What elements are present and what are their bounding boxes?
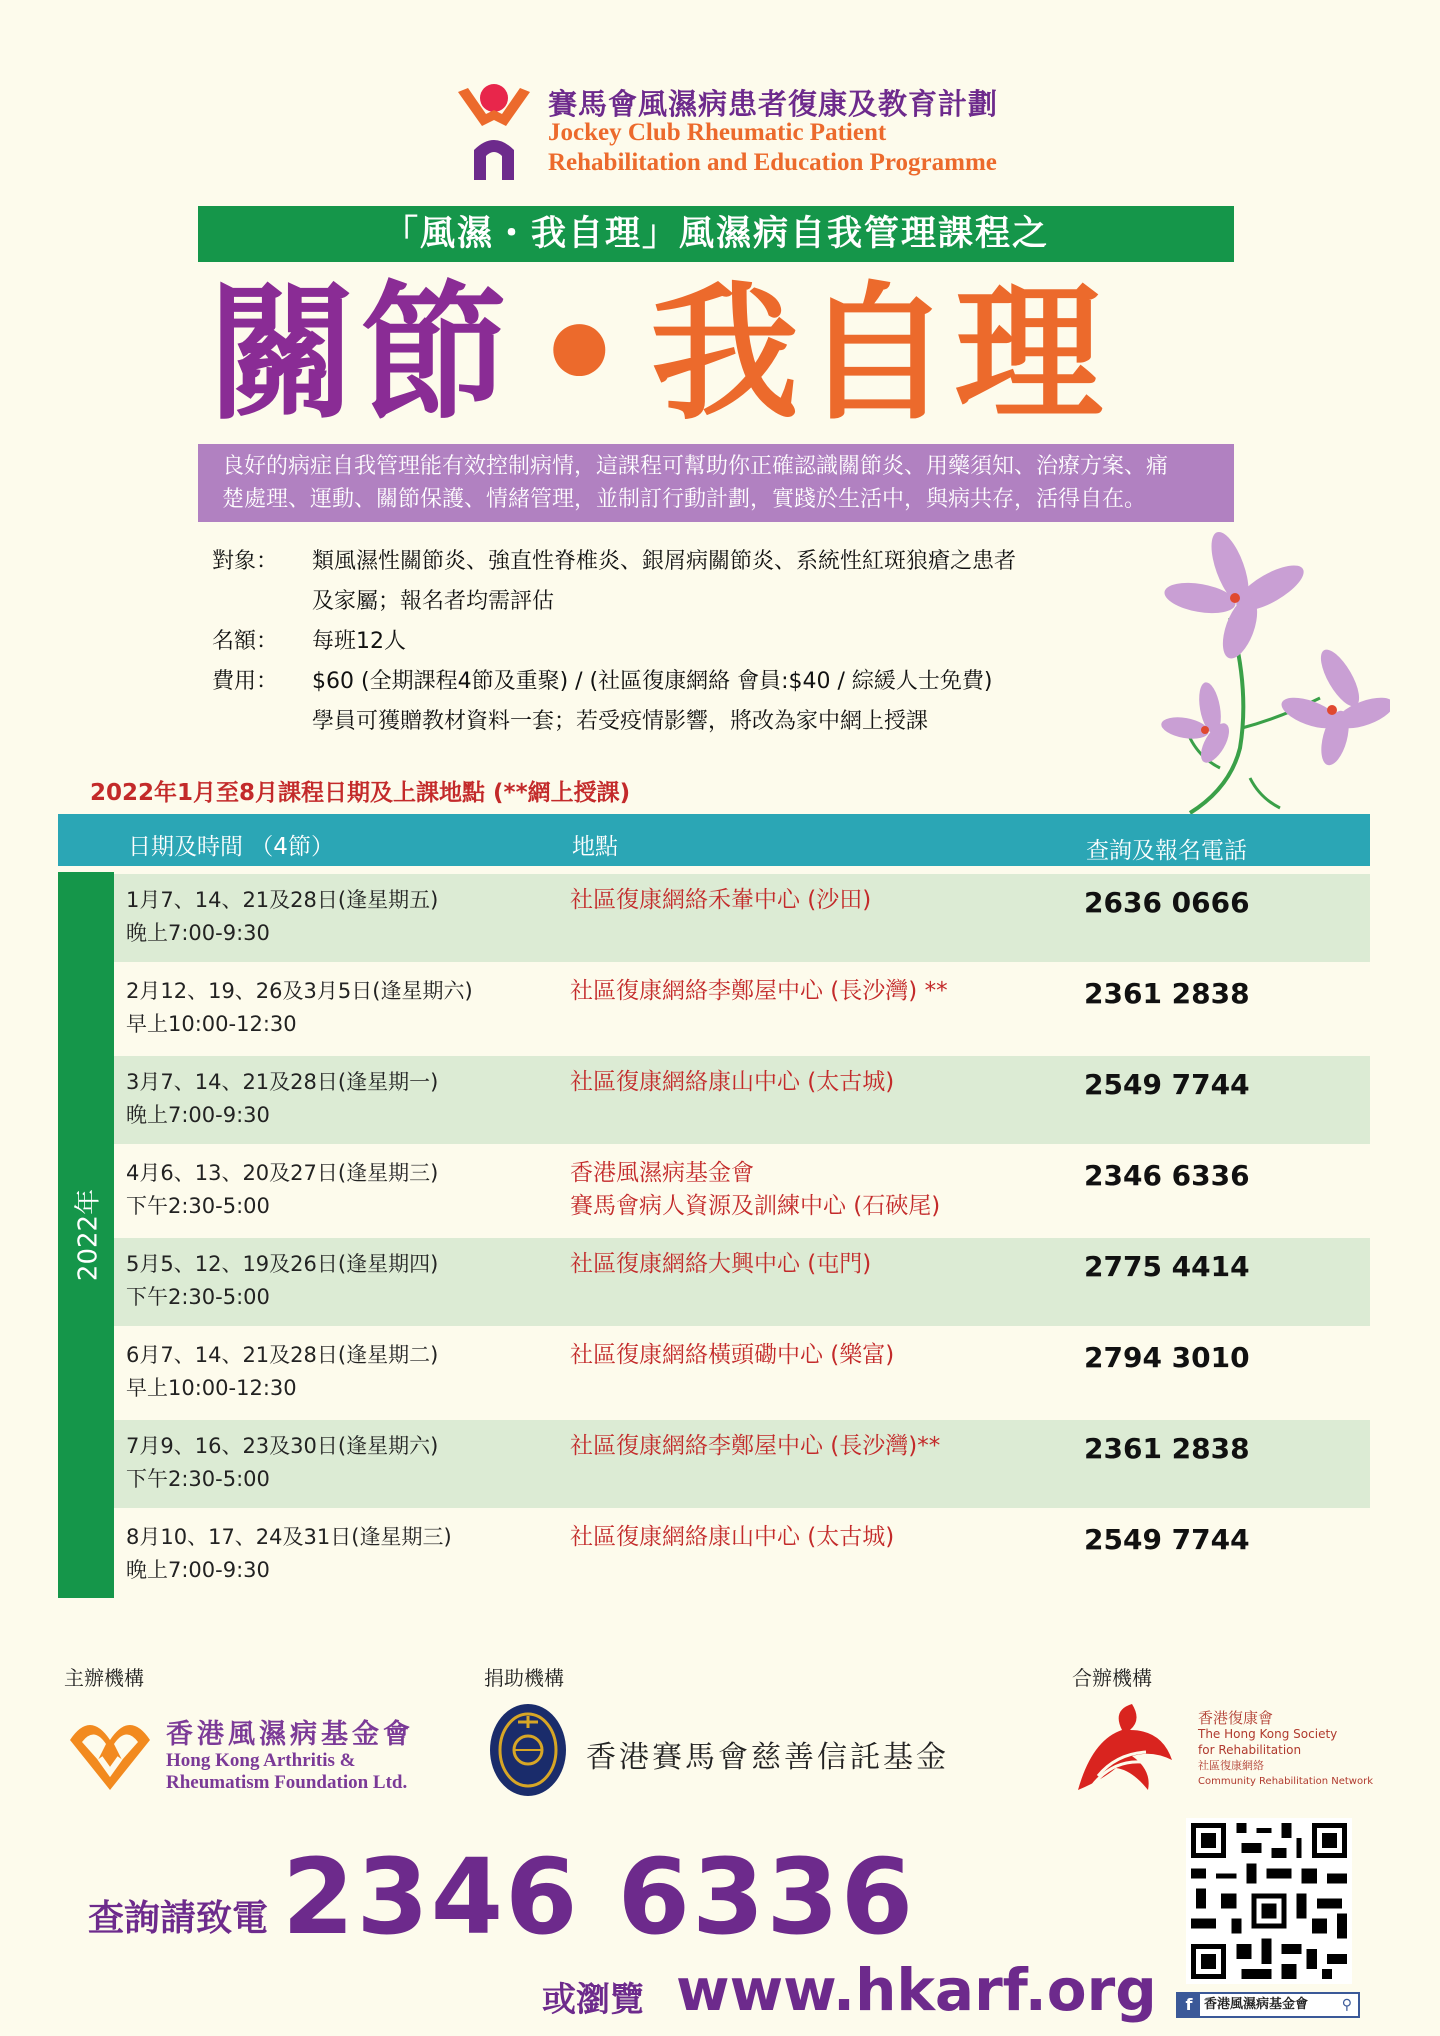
table-row: 3月7、14、21及28日(逢星期一) 晚上7:00-9:30 社區復康網絡康山中心 (太古城) 2549 7744 <box>114 1056 1370 1144</box>
browse-label: 或瀏覽 <box>542 1980 644 2020</box>
fee-info: 費用： $60 (全期課程4節及重聚) / (社區復康網絡 會員:$40 / 綜緩人士免費) 學員可獲贈教材資料一套；若受疫情影響，將改為家中網上授課 <box>212 669 993 734</box>
table-row: 6月7、14、21及28日(逢星期二) 早上10:00-12:30 社區復康網絡橫頭磡中心 (樂富) 2794 3010 <box>126 1341 1250 1400</box>
hkarf-logo-icon <box>60 1700 156 1796</box>
flower-decoration-icon <box>1160 528 1390 818</box>
facebook-page-bar[interactable]: f 香港風濕病基金會 ⚲ <box>1176 1992 1360 2018</box>
table-row: 4月6、13、20及27日(逢星期三) 下午2:30-5:00 香港風濕病基金會 賽馬會病人資源及訓練中心 (石硤尾) 2346 6336 <box>126 1159 1250 1219</box>
programme-logo-icon <box>452 80 536 180</box>
jockey-club-logo-icon <box>488 1702 568 1798</box>
course-description: 良好的病症自我管理能有效控制病情，這課程可幫助你正確認識關節炎、用藥須知、治療方案、痛 楚處理、運動、關節保護、情緒管理，並制訂行動計劃，實踐於生活中，與病共存，活得自在。 <box>198 444 1234 522</box>
website-link[interactable]: www.hkarf.org <box>676 1956 1157 2024</box>
programme-name-zh: 賽馬會風濕病患者復康及教育計劃 <box>548 87 999 121</box>
year-column <box>58 872 114 1598</box>
hksr-name: 香港復康會 The Hong Kong Society for Rehabilitation 社區復康網絡 Community Rehabilitation Network <box>1198 1709 1373 1787</box>
enquiry-label: 查詢請致電 <box>88 1898 269 1939</box>
table-header <box>58 814 1370 866</box>
jockey-club-name: 香港賽馬會慈善信託基金 <box>586 1740 949 1775</box>
table-row: 2月12、19、26及3月5日(逢星期六) 早上10:00-12:30 社區復康網絡李鄭屋中心 (長沙灣) ** 2361 2838 <box>126 977 1250 1036</box>
header-phone: 查詢及報名電話 <box>1086 838 1247 864</box>
header-date: 日期及時間 （4節） <box>128 834 334 860</box>
programme-name-en: Jockey Club Rheumatic Patient Rehabilitation and Education Programme <box>548 119 997 176</box>
sponsor-label: 捐助機構 <box>484 1666 564 1690</box>
header-venue: 地點 <box>572 834 618 860</box>
hkarf-name-zh: 香港風濕病基金會 <box>166 1719 414 1750</box>
course-series-banner: 「風濕・我自理」風濕病自我管理課程之 <box>198 206 1234 262</box>
quota-info: 名額： 每班12人 <box>212 629 406 654</box>
table-row: 8月10、17、24及31日(逢星期三) 晚上7:00-9:30 社區復康網絡康山中心 (太古城) 2549 7744 <box>126 1523 1250 1582</box>
enquiry-phone[interactable]: 2346 6336 <box>282 1836 916 1958</box>
table-row: 5月5、12、19及26日(逢星期四) 下午2:30-5:00 社區復康網絡大興中心 (屯門) 2775 4414 <box>114 1238 1370 1326</box>
schedule-title: 2022年1月至8月課程日期及上課地點 (**網上授課) <box>90 780 631 806</box>
facebook-icon: f <box>1178 1994 1200 2016</box>
table-row: 1月7、14、21及28日(逢星期五) 晚上7:00-9:30 社區復康網絡禾輋中心 (沙田) 2636 0666 <box>114 874 1370 962</box>
qr-code-icon[interactable] <box>1186 1818 1352 1984</box>
search-icon: ⚲ <box>1341 1997 1352 2013</box>
coorganiser-label: 合辦機構 <box>1072 1666 1152 1690</box>
year-label: 2022年 <box>73 1188 104 1282</box>
organiser-label: 主辦機構 <box>64 1666 144 1690</box>
target-info: 對象： 類風濕性關節炎、強直性脊椎炎、銀屑病關節炎、系統性紅斑狼瘡之患者 及家屬；報名者均需評估 <box>212 549 1017 614</box>
hksr-logo-icon <box>1072 1700 1178 1796</box>
hkarf-name-en: Hong Kong Arthritis & Rheumatism Foundation Ltd. <box>166 1750 408 1793</box>
page-title: 關節 • 我自理 <box>208 266 1107 440</box>
table-row: 7月9、16、23及30日(逢星期六) 下午2:30-5:00 社區復康網絡李鄭屋中心 (長沙灣)** 2361 2838 <box>114 1420 1370 1508</box>
